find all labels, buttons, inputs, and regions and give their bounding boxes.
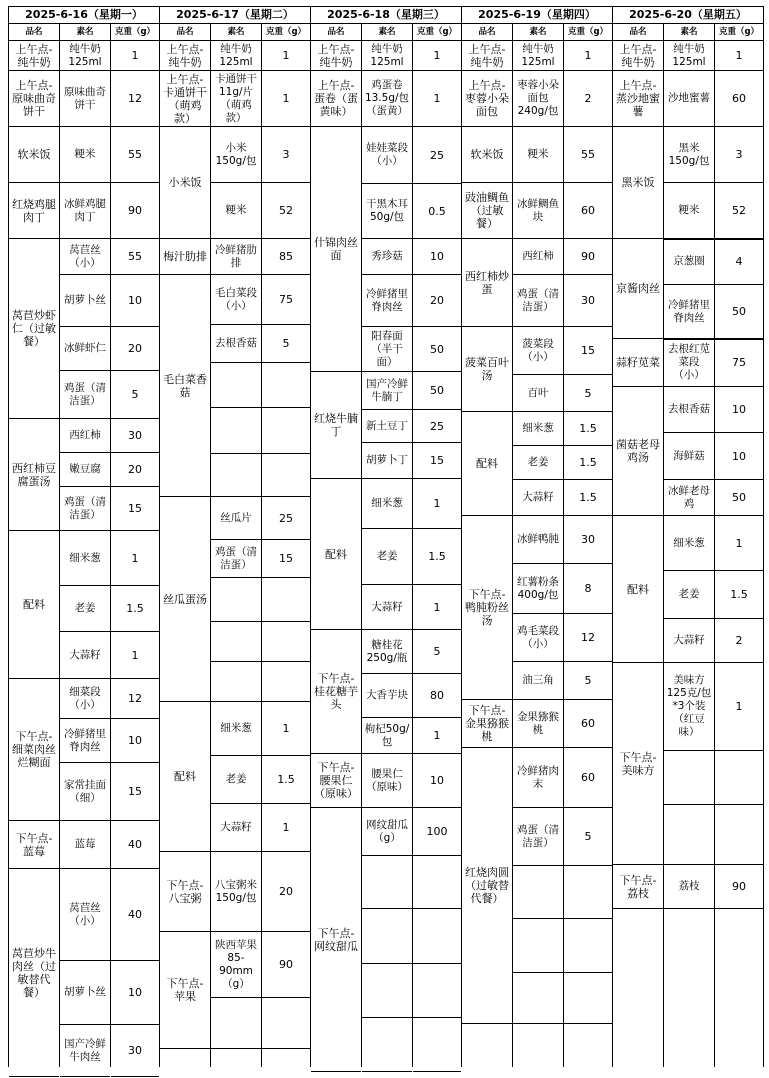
dish-name: 京酱肉丝 xyxy=(613,239,663,339)
ingredient-weight xyxy=(262,622,310,662)
ingredient-weight xyxy=(715,751,763,805)
ingredient-name: 小米150g/包 xyxy=(211,127,261,183)
ingredient-name xyxy=(211,662,261,702)
ingredient-weight: 15 xyxy=(564,327,612,375)
ingredient-weight: 1 xyxy=(111,41,159,71)
ingredient-name: 沙地蜜薯 xyxy=(664,71,714,127)
dish-name: 下午点-荔枝 xyxy=(613,865,663,909)
ingredient-weight: 80 xyxy=(413,674,461,718)
ingredient-name: 糖桂花250g/瓶 xyxy=(362,630,412,674)
ingredient-weight: 1.5 xyxy=(413,529,461,585)
ingredient-weight: 3 xyxy=(262,127,310,183)
dish-name: 西红柿豆腐蛋汤 xyxy=(9,419,59,531)
day-column xyxy=(310,6,461,1067)
dish-name: 下午点-腰果仁（原味） xyxy=(311,754,361,808)
ingredient-weight xyxy=(413,856,461,909)
ingredient-name: 枸杞50g/包 xyxy=(362,718,412,754)
dish-name: 软米饭 xyxy=(9,127,59,183)
ingredient-name: 国产冷鲜牛腩丁 xyxy=(362,372,412,410)
dish-name: 上午点-蒸沙地蜜薯 xyxy=(613,71,663,127)
ingredient-name: 胡萝卜丝 xyxy=(60,275,110,327)
ingredient-weight xyxy=(413,1018,461,1072)
dish-name: 上午点-纯牛奶 xyxy=(462,41,512,71)
dish-name: 下午点-蓝莓 xyxy=(9,821,59,869)
dish-name: 小米饭 xyxy=(160,127,210,239)
dish-name: 蒜籽苋菜 xyxy=(613,339,663,387)
ingredient-weight: 20 xyxy=(262,852,310,932)
ingredient-weight: 1.5 xyxy=(564,412,612,446)
dish-name: 菠菜百叶汤 xyxy=(462,327,512,412)
ingredient-name: 胡萝卜丁 xyxy=(362,443,412,479)
ingredient-weight: 20 xyxy=(111,453,159,487)
ingredient-name: 丝瓜片 xyxy=(211,497,261,540)
ingredient-weight: 50 xyxy=(413,372,461,410)
ingredient-name: 莴苣丝（小） xyxy=(60,239,110,275)
dish-name: 上午点-纯牛奶 xyxy=(9,41,59,71)
ingredient-weight: 100 xyxy=(413,808,461,856)
ingredient-weight: 20 xyxy=(111,327,159,371)
ingredient-name xyxy=(664,751,714,805)
ingredient-weight: 55 xyxy=(111,239,159,275)
ingredient-name: 金果猕猴桃 xyxy=(513,700,563,748)
day-column xyxy=(8,6,159,1067)
ingredient-weight: 90 xyxy=(262,932,310,998)
header-dish-name: 品名 xyxy=(9,24,60,40)
ingredient-name xyxy=(513,919,563,973)
dish-name: 上午点-蛋卷（蛋黄味） xyxy=(311,71,361,127)
dish-name: 梅汁肋排 xyxy=(160,239,210,275)
dish-name: 下午点-金果猕猴桃 xyxy=(462,700,512,748)
ingredient-weight: 30 xyxy=(564,275,612,327)
ingredient-weight: 1 xyxy=(262,804,310,852)
ingredient-name: 干黑木耳50g/包 xyxy=(362,184,412,239)
ingredient-name xyxy=(211,408,261,454)
column-headers xyxy=(613,24,763,41)
ingredient-name: 红薯粉条400g/包 xyxy=(513,564,563,614)
dish-name: 上午点-纯牛奶 xyxy=(311,41,361,71)
ingredient-name: 冰鲜鸭肫 xyxy=(513,516,563,564)
ingredient-weight xyxy=(564,919,612,973)
ingredient-name: 大香芋块 xyxy=(362,674,412,718)
ingredient-weight: 1.5 xyxy=(262,756,310,804)
ingredient-weight: 75 xyxy=(262,275,310,325)
ingredient-weight: 30 xyxy=(111,1025,159,1077)
header-weight: 克重（g） xyxy=(416,27,458,37)
ingredient-name: 卡通饼干11g/片（萌鸡款） xyxy=(211,71,261,127)
dish-name: 红烧鸡腿肉丁 xyxy=(9,183,59,239)
column-headers xyxy=(462,24,612,41)
dish-name: 菌菇老母鸡汤 xyxy=(613,387,663,516)
ingredient-name: 京葱圈 xyxy=(664,239,714,285)
ingredient-name: 阳春面（半干面） xyxy=(362,327,412,372)
day-column xyxy=(159,6,310,1067)
ingredient-weight: 1 xyxy=(413,585,461,630)
dish-name: 上午点-纯牛奶 xyxy=(613,41,663,71)
header-weight: 克重（g） xyxy=(114,27,156,37)
ingredient-weight: 1.5 xyxy=(715,571,763,619)
ingredient-weight: 2 xyxy=(715,619,763,663)
ingredient-name: 莴苣丝（小） xyxy=(60,869,110,961)
ingredient-weight: 60 xyxy=(564,748,612,808)
ingredient-name: 美味方125克/包*3个装（红豆味） xyxy=(664,663,714,751)
dish-name: 下午点-苹果 xyxy=(160,932,210,1049)
ingredient-name: 腰果仁（原味） xyxy=(362,754,412,808)
day-date-header: 2025-6-18（星期三） xyxy=(311,6,461,24)
header-weight: 克重（g） xyxy=(718,27,760,37)
ingredient-weight xyxy=(262,998,310,1049)
ingredient-name: 去根香菇 xyxy=(664,387,714,433)
ingredient-weight: 25 xyxy=(413,410,461,443)
ingredient-name: 细米葱 xyxy=(362,479,412,529)
ingredient-name: 海鲜菇 xyxy=(664,433,714,480)
ingredient-name xyxy=(211,454,261,497)
day-date-header: 2025-6-19（星期四） xyxy=(462,6,612,24)
week-columns xyxy=(8,6,764,1067)
ingredient-name: 冰鲜鸡腿肉丁 xyxy=(60,183,110,239)
ingredient-name: 荔枝 xyxy=(664,865,714,909)
ingredient-weight: 15 xyxy=(111,487,159,531)
ingredient-name xyxy=(362,909,412,964)
ingredient-name: 黑米150g/包 xyxy=(664,127,714,183)
ingredient-weight xyxy=(262,578,310,622)
ingredient-weight: 1.5 xyxy=(564,480,612,516)
ingredient-name: 新土豆丁 xyxy=(362,410,412,443)
ingredient-weight: 1 xyxy=(413,41,461,71)
ingredient-name: 粳米 xyxy=(211,183,261,239)
ingredient-name: 原味曲奇饼干 xyxy=(60,71,110,127)
ingredient-name: 老姜 xyxy=(60,586,110,632)
ingredient-weight: 15 xyxy=(111,763,159,821)
ingredient-weight: 5 xyxy=(262,325,310,363)
header-dish-name: 品名 xyxy=(311,24,362,40)
dish-name: 下午点-美味方 xyxy=(613,663,663,865)
ingredient-weight: 5 xyxy=(413,630,461,674)
ingredient-weight: 52 xyxy=(262,183,310,239)
ingredient-name: 陕西苹果85-90mm（g） xyxy=(211,932,261,998)
ingredient-name: 细米葱 xyxy=(211,702,261,756)
ingredient-name: 国产冷鲜牛肉丝 xyxy=(60,1025,110,1077)
ingredient-name: 鸡毛菜段（小） xyxy=(513,614,563,662)
ingredient-weight: 50 xyxy=(413,327,461,372)
ingredient-weight: 5 xyxy=(564,808,612,866)
day-date-header: 2025-6-20（星期五） xyxy=(613,6,763,24)
ingredient-name: 老姜 xyxy=(362,529,412,585)
ingredient-name xyxy=(362,964,412,1018)
ingredient-name: 细菜段（小） xyxy=(60,679,110,719)
ingredient-name: 鸡蛋（清洁蛋） xyxy=(513,275,563,327)
ingredient-name: 纯牛奶125ml xyxy=(60,41,110,71)
ingredient-weight: 90 xyxy=(715,865,763,909)
ingredient-name: 胡萝卜丝 xyxy=(60,961,110,1025)
header-ingredient: 素名 xyxy=(513,24,564,40)
ingredient-name xyxy=(211,622,261,662)
ingredient-name: 冰鲜老母鸡 xyxy=(664,480,714,516)
ingredient-name: 老姜 xyxy=(513,446,563,480)
header-weight: 克重（g） xyxy=(567,27,609,37)
day-column xyxy=(461,6,612,1067)
ingredient-weight: 75 xyxy=(715,339,763,387)
ingredient-weight xyxy=(564,866,612,919)
column-headers xyxy=(160,24,310,41)
ingredient-name: 细米葱 xyxy=(60,531,110,586)
dish-name: 配料 xyxy=(311,479,361,630)
dish-name: 什锦肉丝面 xyxy=(311,127,361,372)
ingredient-name: 八宝粥米150g/包 xyxy=(211,852,261,932)
dish-name: 上午点-枣蓉小朵面包 xyxy=(462,71,512,127)
ingredient-name: 鸡蛋（清洁蛋） xyxy=(513,808,563,866)
ingredient-weight: 0.5 xyxy=(413,184,461,239)
header-ingredient: 素名 xyxy=(362,24,413,40)
ingredient-name xyxy=(513,973,563,1024)
ingredient-weight: 1 xyxy=(413,71,461,127)
header-ingredient: 素名 xyxy=(211,24,262,40)
ingredient-name: 毛白菜段（小） xyxy=(211,275,261,325)
ingredient-name: 大蒜籽 xyxy=(664,619,714,663)
ingredient-name xyxy=(664,805,714,865)
ingredient-weight: 8 xyxy=(564,564,612,614)
ingredient-weight: 40 xyxy=(111,869,159,961)
ingredient-name: 西红柿 xyxy=(513,239,563,275)
ingredient-weight: 1 xyxy=(111,531,159,586)
ingredient-weight: 10 xyxy=(413,754,461,808)
ingredient-weight: 25 xyxy=(413,127,461,184)
ingredient-weight: 55 xyxy=(111,127,159,183)
ingredient-name: 家常挂面（细） xyxy=(60,763,110,821)
ingredient-name: 冰鲜鲷鱼块 xyxy=(513,183,563,239)
ingredient-weight: 30 xyxy=(564,516,612,564)
ingredient-weight: 1 xyxy=(111,632,159,679)
dish-name: 配料 xyxy=(160,702,210,852)
dish-name: 豉油鲷鱼（过敏餐） xyxy=(462,183,512,239)
ingredient-name: 百叶 xyxy=(513,375,563,412)
ingredient-weight xyxy=(262,408,310,454)
dish-name: 下午点-八宝粥 xyxy=(160,852,210,932)
dish-name: 红烧肉圆（过敏替代餐） xyxy=(462,748,512,1024)
ingredient-name xyxy=(513,866,563,919)
ingredient-weight: 1.5 xyxy=(111,586,159,632)
ingredient-name xyxy=(362,856,412,909)
ingredient-name: 大蒜籽 xyxy=(362,585,412,630)
ingredient-weight: 10 xyxy=(111,275,159,327)
ingredient-name: 冷鲜猪肋排 xyxy=(211,239,261,275)
ingredient-weight: 90 xyxy=(564,239,612,275)
header-dish-name: 品名 xyxy=(613,24,664,40)
ingredient-weight: 15 xyxy=(413,443,461,479)
ingredient-weight: 10 xyxy=(413,239,461,275)
ingredient-weight: 55 xyxy=(564,127,612,183)
ingredient-weight: 1 xyxy=(262,71,310,127)
ingredient-name: 娃娃菜段（小） xyxy=(362,127,412,184)
ingredient-weight xyxy=(413,909,461,964)
ingredient-weight: 15 xyxy=(262,540,310,578)
ingredient-weight: 2 xyxy=(564,71,612,127)
day-column xyxy=(612,6,764,1067)
ingredient-weight: 12 xyxy=(111,71,159,127)
day-date-header: 2025-6-16（星期一） xyxy=(9,6,159,24)
ingredient-weight: 10 xyxy=(111,961,159,1025)
ingredient-weight: 30 xyxy=(111,419,159,453)
ingredient-name: 冷鲜猪里脊肉丝 xyxy=(60,719,110,763)
ingredient-name: 粳米 xyxy=(60,127,110,183)
ingredient-weight: 50 xyxy=(715,285,763,339)
ingredient-name: 鸡蛋卷13.5g/包（蛋黄） xyxy=(362,71,412,127)
dish-name: 配料 xyxy=(462,412,512,516)
ingredient-weight: 20 xyxy=(413,275,461,327)
header-weight: 克重（g） xyxy=(265,27,307,37)
ingredient-weight: 40 xyxy=(111,821,159,869)
ingredient-name: 菠菜段（小） xyxy=(513,327,563,375)
ingredient-weight: 3 xyxy=(715,127,763,183)
dish-name: 毛白菜香菇 xyxy=(160,275,210,497)
ingredient-weight: 5 xyxy=(111,371,159,419)
ingredient-name: 秀珍菇 xyxy=(362,239,412,275)
dish-name: 红烧牛腩丁 xyxy=(311,372,361,479)
dish-name: 丝瓜蛋汤 xyxy=(160,497,210,702)
dish-name: 软米饭 xyxy=(462,127,512,183)
ingredient-name: 老姜 xyxy=(211,756,261,804)
ingredient-weight: 12 xyxy=(111,679,159,719)
ingredient-weight: 1 xyxy=(564,41,612,71)
ingredient-name: 蓝莓 xyxy=(60,821,110,869)
ingredient-weight xyxy=(262,363,310,408)
ingredient-weight: 1 xyxy=(715,516,763,571)
ingredient-name: 细米葱 xyxy=(513,412,563,446)
ingredient-weight: 1 xyxy=(262,41,310,71)
dish-name: 下午点-细菜肉丝烂糊面 xyxy=(9,679,59,821)
day-date-header: 2025-6-17（星期二） xyxy=(160,6,310,24)
ingredient-weight: 1 xyxy=(413,479,461,529)
ingredient-name: 粳米 xyxy=(664,183,714,239)
ingredient-name: 冷鲜猪里脊肉丝 xyxy=(664,285,714,339)
ingredient-name: 老姜 xyxy=(664,571,714,619)
ingredient-weight: 12 xyxy=(564,614,612,662)
dish-name: 西红柿炒蛋 xyxy=(462,239,512,327)
ingredient-weight: 25 xyxy=(262,497,310,540)
ingredient-name: 大蒜籽 xyxy=(211,804,261,852)
ingredient-name xyxy=(362,1018,412,1072)
ingredient-name: 大蒜籽 xyxy=(60,632,110,679)
ingredient-name xyxy=(211,578,261,622)
ingredient-weight xyxy=(413,964,461,1018)
ingredient-weight: 1 xyxy=(413,718,461,754)
dish-name: 上午点-原味曲奇饼干 xyxy=(9,71,59,127)
ingredient-name: 鸡蛋（清洁蛋） xyxy=(211,540,261,578)
ingredient-weight: 10 xyxy=(715,433,763,480)
header-ingredient: 素名 xyxy=(60,24,111,40)
column-headers xyxy=(311,24,461,41)
ingredient-weight: 1.5 xyxy=(564,446,612,480)
ingredient-weight: 1 xyxy=(262,702,310,756)
ingredient-name: 纯牛奶125ml xyxy=(211,41,261,71)
header-dish-name: 品名 xyxy=(160,24,211,40)
ingredient-weight: 60 xyxy=(564,700,612,748)
dish-name: 配料 xyxy=(9,531,59,679)
ingredient-name: 冰鲜虾仁 xyxy=(60,327,110,371)
ingredient-name: 去根红苋菜段（小） xyxy=(664,339,714,387)
ingredient-name: 鸡蛋（清洁蛋） xyxy=(60,371,110,419)
dish-name: 上午点-纯牛奶 xyxy=(160,41,210,71)
ingredient-weight: 85 xyxy=(262,239,310,275)
dish-name: 下午点-桂花糖芋头 xyxy=(311,630,361,754)
ingredient-weight xyxy=(564,973,612,1024)
ingredient-weight xyxy=(262,454,310,497)
ingredient-weight: 10 xyxy=(715,387,763,433)
ingredient-weight: 52 xyxy=(715,183,763,239)
ingredient-weight: 5 xyxy=(564,662,612,700)
dish-name: 莴苣炒虾仁（过敏餐） xyxy=(9,239,59,419)
ingredient-weight: 60 xyxy=(564,183,612,239)
ingredient-weight xyxy=(262,662,310,702)
ingredient-name: 鸡蛋（清洁蛋） xyxy=(60,487,110,531)
ingredient-weight: 60 xyxy=(715,71,763,127)
ingredient-weight: 10 xyxy=(111,719,159,763)
ingredient-weight: 90 xyxy=(111,183,159,239)
ingredient-name: 网纹甜瓜（g） xyxy=(362,808,412,856)
column-headers xyxy=(9,24,159,41)
header-dish-name: 品名 xyxy=(462,24,513,40)
dish-name: 下午点-网纹甜瓜 xyxy=(311,808,361,1072)
ingredient-name xyxy=(211,363,261,408)
ingredient-name: 冷鲜猪肉末 xyxy=(513,748,563,808)
ingredient-weight: 4 xyxy=(715,239,763,285)
dish-name: 上午点-卡通饼干（萌鸡款） xyxy=(160,71,210,127)
ingredient-weight: 1 xyxy=(715,41,763,71)
ingredient-name xyxy=(211,998,261,1049)
header-ingredient: 素名 xyxy=(664,24,715,40)
ingredient-name: 去根香菇 xyxy=(211,325,261,363)
ingredient-weight: 1 xyxy=(715,663,763,751)
ingredient-name: 西红柿 xyxy=(60,419,110,453)
ingredient-name: 纯牛奶125ml xyxy=(513,41,563,71)
dish-name: 下午点-鸭肫粉丝汤 xyxy=(462,516,512,700)
ingredient-name: 粳米 xyxy=(513,127,563,183)
ingredient-name: 油三角 xyxy=(513,662,563,700)
dish-name: 莴苣炒牛肉丝（过敏替代餐） xyxy=(9,869,59,1077)
dish-name: 黑米饭 xyxy=(613,127,663,239)
ingredient-name: 大蒜籽 xyxy=(513,480,563,516)
ingredient-name: 冷鲜猪里脊肉丝 xyxy=(362,275,412,327)
ingredient-weight: 50 xyxy=(715,480,763,516)
dish-name: 配料 xyxy=(613,516,663,663)
ingredient-name: 细米葱 xyxy=(664,516,714,571)
ingredient-name: 纯牛奶125ml xyxy=(362,41,412,71)
ingredient-weight xyxy=(715,805,763,865)
ingredient-weight: 5 xyxy=(564,375,612,412)
ingredient-name: 枣蓉小朵面包240g/包 xyxy=(513,71,563,127)
ingredient-name: 嫩豆腐 xyxy=(60,453,110,487)
ingredient-name: 纯牛奶125ml xyxy=(664,41,714,71)
